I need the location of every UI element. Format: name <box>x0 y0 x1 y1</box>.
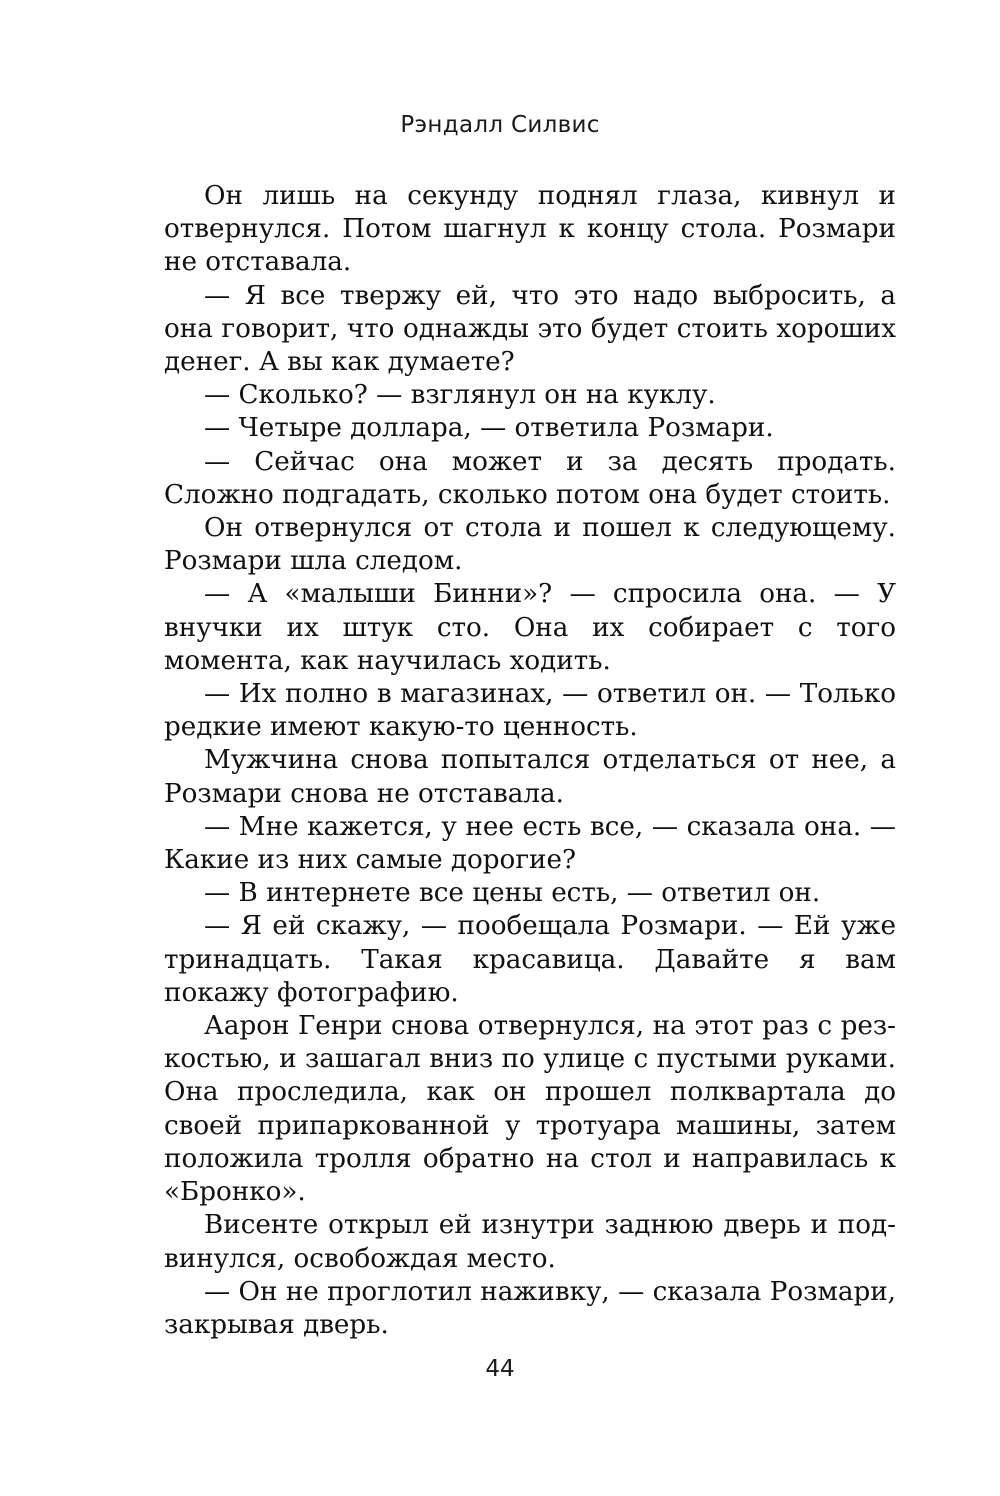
paragraph: — Их полно в магазинах, — ответил он. — Только редкие имеют какую-то ценность. <box>164 679 896 743</box>
paragraph: — Я ей скажу, — пообещала Розмари. — Ей уже тринадцать. Такая красавица. Давайте я вам покажу фотографию. <box>164 911 896 1008</box>
paragraph: — Сколько? — взглянул он на куклу. <box>204 380 716 411</box>
paragraph: — А «малыши Бинни»? — спросила она. — У внучки их штук сто. Она их собирает с того момента, как научилась ходить. <box>164 579 896 676</box>
paragraph: — Мне кажется, у нее есть все, — сказала она. — Какие из них самые дорогие? <box>164 811 896 876</box>
paragraph: — Он не проглотил наживку, — сказала Розмари, закрывая дверь. <box>164 1276 896 1340</box>
paragraph: — Я все твержу ей, что это надо выбросить, а она говорит, что однажды это будет стоить хороших денег. А вы как думаете? <box>164 280 896 378</box>
paragraph: — В интернете все цены есть, — ответил он. <box>204 878 821 909</box>
body-text <box>164 180 896 1342</box>
page-number: 44 <box>485 1356 515 1382</box>
paragraph: Аарон Генри снова отвернулся, на этот раз с резкостью, и зашагал вниз по улице с пустыми руками. Она проследила, как он прошел полквартала до своей припаркованной у тротуара машины, затем положила тролля обратно на стол и направилась к «Бронко». <box>164 1011 896 1208</box>
paragraph: Он отвернулся от стола и пошел к следующему. Розмари шла следом. <box>164 513 896 577</box>
paragraph: Висенте открыл ей изнутри заднюю дверь и подвинулся, освобождая место. <box>164 1210 896 1274</box>
paragraph: Он лишь на секунду поднял глаза, кивнул и отвернулся. Потом шагнул к концу стола. Розмари не отставала. <box>164 181 896 278</box>
paragraph: — Четыре доллара, — ответила Розмари. <box>204 413 774 444</box>
paragraph: — Сейчас она может и за десять продать. Сложно подгадать, сколько потом она будет стоить. <box>164 446 896 510</box>
paragraph: Мужчина снова попытался отделаться от нее, а Розмари снова не отставала. <box>164 745 896 809</box>
running-head-author: Рэндалл Силвис <box>400 112 600 138</box>
